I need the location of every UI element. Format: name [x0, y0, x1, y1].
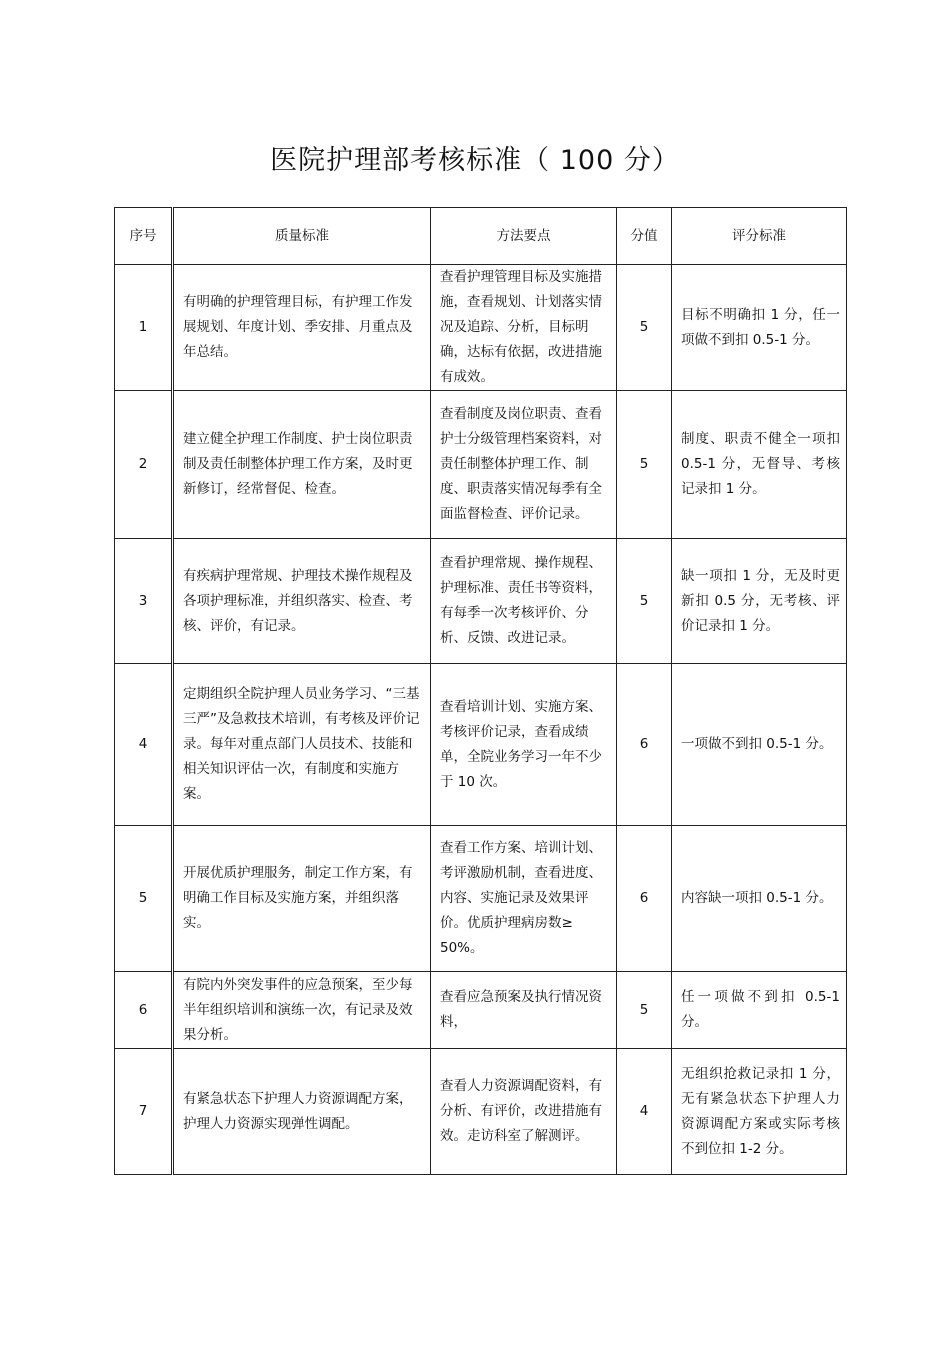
assessment-table: [114, 207, 847, 1175]
table-row: [115, 539, 847, 664]
table-row: [115, 664, 847, 826]
row-quality: 有疾病护理常规、护理技术操作规程及各项护理标准，并组织落实、检查、考核、评价，有记录。: [173, 539, 431, 664]
row-no: 1: [115, 265, 173, 391]
row-score: 4: [617, 1049, 672, 1175]
row-quality: 定期组织全院护理人员业务学习、“三基三严”及急救技术培训，有考核及评价记录。每年对重点部门人员技术、技能和相关知识评估一次，有制度和实施方案。: [173, 664, 431, 826]
row-method: 查看应急预案及执行情况资料，: [431, 972, 617, 1049]
page-title: 医院护理部考核标准（ 100 分）: [270, 145, 680, 176]
row-quality: 有紧急状态下护理人力资源调配方案，护理人力资源实现弹性调配。: [173, 1049, 431, 1175]
row-score: 5: [617, 539, 672, 664]
table-header-row: [115, 208, 847, 265]
row-method: 查看人力资源调配资料，有分析、有评价，改进措施有效。走访科室了解测评。: [431, 1049, 617, 1175]
row-score: 5: [617, 391, 672, 539]
row-no: 5: [115, 826, 173, 972]
row-method: 查看护理常规、操作规程、护理标准、责任书等资料，有每季一次考核评价、分析、反馈、改进记录。: [431, 539, 617, 664]
header-quality: 质量标准: [173, 208, 431, 265]
row-score: 6: [617, 664, 672, 826]
row-method: 查看工作方案、培训计划、考评激励机制，查看进度、内容、实施记录及效果评价。优质护理病房数≥ 50%。: [431, 826, 617, 972]
row-criteria: 内容缺一项扣 0.5-1 分。: [672, 826, 847, 972]
row-criteria: 一项做不到扣 0.5-1 分。: [672, 664, 847, 826]
header-no: 序号: [115, 208, 173, 265]
row-method: 查看培训计划、实施方案、考核评价记录，查看成绩单，全院业务学习一年不少于 10 次。: [431, 664, 617, 826]
header-method: 方法要点: [431, 208, 617, 265]
row-score: 6: [617, 826, 672, 972]
header-criteria: 评分标准: [672, 208, 847, 265]
table-row: [115, 1049, 847, 1175]
row-quality: 有院内外突发事件的应急预案，至少每半年组织培训和演练一次，有记录及效果分析。: [173, 972, 431, 1049]
table-row: [115, 391, 847, 539]
row-criteria: 任一项做不到扣 0.5-1 分。: [672, 972, 847, 1049]
row-criteria: 缺一项扣 1 分，无及时更新扣 0.5 分，无考核、评价记录扣 1 分。: [672, 539, 847, 664]
row-quality: 建立健全护理工作制度、护士岗位职责制及责任制整体护理工作方案，及时更新修订，经常督促、检查。: [173, 391, 431, 539]
table-row: [115, 265, 847, 391]
table-row: [115, 972, 847, 1049]
row-no: 4: [115, 664, 173, 826]
row-no: 7: [115, 1049, 173, 1175]
row-no: 3: [115, 539, 173, 664]
row-score: 5: [617, 265, 672, 391]
row-criteria: 目标不明确扣 1 分，任一项做不到扣 0.5-1 分。: [672, 265, 847, 391]
header-score: 分值: [617, 208, 672, 265]
row-quality: 开展优质护理服务，制定工作方案，有明确工作目标及实施方案，并组织落实。: [173, 826, 431, 972]
row-method: 查看护理管理目标及实施措施，查看规划、计划落实情况及追踪、分析，目标明确，达标有依据，改进措施有成效。: [431, 265, 617, 391]
row-quality: 有明确的护理管理目标，有护理工作发展规划、年度计划、季安排、月重点及年总结。: [173, 265, 431, 391]
row-criteria: 制度、职责不健全一项扣 0.5-1 分，无督导、考核记录扣 1 分。: [672, 391, 847, 539]
row-method: 查看制度及岗位职责、查看护士分级管理档案资料，对责任制整体护理工作、制度、职责落实情况每季有全面监督检查、评价记录。: [431, 391, 617, 539]
row-criteria: 无组织抢救记录扣 1 分，无有紧急状态下护理人力资源调配方案或实际考核不到位扣 1-2 分。: [672, 1049, 847, 1175]
table-row: [115, 826, 847, 972]
row-score: 5: [617, 972, 672, 1049]
row-no: 2: [115, 391, 173, 539]
row-no: 6: [115, 972, 173, 1049]
